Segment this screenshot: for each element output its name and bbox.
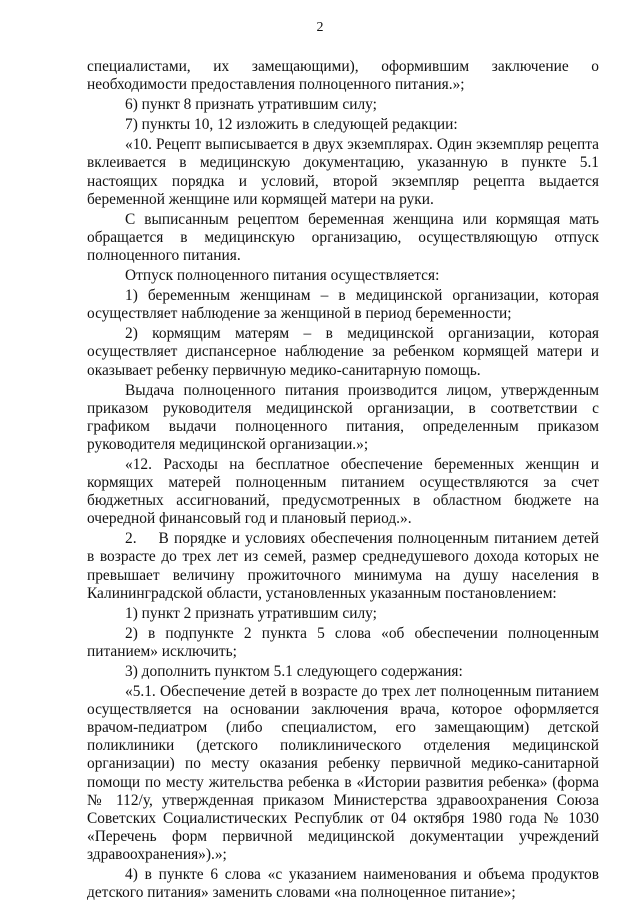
paragraph: «12. Расходы на бесплатное обеспечение беременных женщин и кормящих матерей полноценным питанием осуществляются за счет бюджетных ассигнований, предусмотренных в областном бюджете на очередной финансовый год и плановый период.». xyxy=(87,455,599,528)
paragraph: 2) в подпункте 2 пункта 5 слова «об обеспечении полноценным питанием» исключить; xyxy=(87,624,599,660)
paragraph: Выдача полноценного питания производится лицом, утвержденным приказом руководителя медицинской организации, в соответствии с графиком выдачи полноценного питания, определенным приказом руководителя медицинской организации.»; xyxy=(87,381,599,453)
paragraph: специалистами, их замещающими), оформившим заключение о необходимости предоставления полноценного питания.»; xyxy=(87,58,599,94)
paragraph: «5.1. Обеспечение детей в возрасте до трех лет полноценным питанием осуществляется на основании заключения врача, которое оформляется врачом-педиатром (либо специалистом, его замещающим) детской поликлиники (детского поликлинического отделения медицинской организации) по месту оказания ребенку первичной медико-санитарной помощи по месту жительства ребенка в «Истории развития ребенка» (форма № 112/у, утвержденная приказом Министерства здравоохранения Союза Советских Социалистических Республик от 04 октября 1980 года № 1030 «Перечень форм первичной медицинской документации учреждений здравоохранения»).»; xyxy=(87,683,599,863)
paragraph: 2) кормящим матерям – в медицинской организации, которая осуществляет диспансерное наблюдение за ребенком кормящей матери и оказывает ребенку первичную медико-санитарную помощь. xyxy=(87,325,599,379)
paragraph: 3) дополнить пунктом 5.1 следующего содержания: xyxy=(125,663,463,680)
paragraph: «10. Рецепт выписывается в двух экземплярах. Один экземпляр рецепта вклеивается в медицинскую документацию, указанную в пункте 5.1 настоящих порядка и условий, второй экземпляр рецепта выдается беременной женщине или кормящей матери на руки. xyxy=(87,136,599,208)
paragraph: 6) пункт 8 признать утратившим силу; xyxy=(125,96,377,114)
paragraph: Отпуск полноценного питания осуществляется: xyxy=(125,267,440,285)
paragraph: 4) в пункте 6 слова «с указанием наименования и объема продуктов детского питания» заменить словами «на полноценное питание»; xyxy=(87,866,599,902)
document-body xyxy=(87,58,599,904)
paragraph: 1) беременным женщинам – в медицинской организации, которая осуществляет наблюдение за женщиной в период беременности; xyxy=(87,287,599,323)
paragraph: С выписанным рецептом беременная женщина или кормящая мать обращается в медицинскую организацию, осуществляющую отпуск полноценного питания. xyxy=(87,210,599,264)
section-number: 2. xyxy=(125,530,137,548)
paragraph: 1) пункт 2 признать утратившим силу; xyxy=(125,604,377,622)
section-text: В порядке и условиях обеспечения полноценным питанием детей в возрасте до трех лет из семей, размер среднедушевого дохода которых не превышает величину прожиточного минимума на душу населения в Калининградской области, установленных указанным постановлением: xyxy=(87,530,599,602)
paragraph: 7) пункты 10, 12 изложить в следующей редакции: xyxy=(125,116,458,134)
numbered-paragraph xyxy=(87,530,599,602)
page-number: 2 xyxy=(316,20,324,35)
